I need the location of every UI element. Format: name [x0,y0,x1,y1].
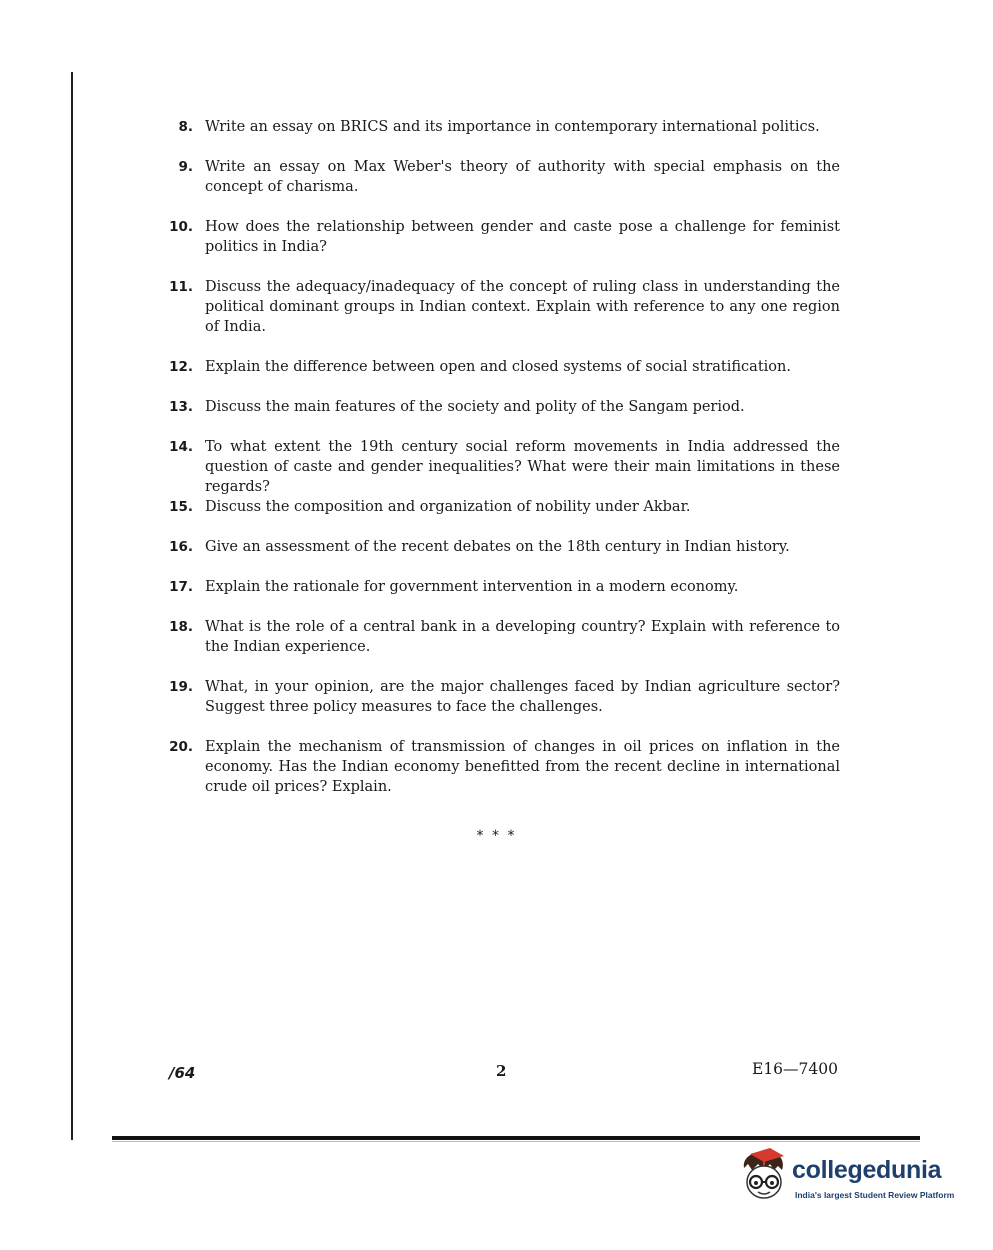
collegedunia-watermark [734,1146,964,1210]
page-number: 2 [496,1062,507,1080]
question-item [164,277,840,337]
question-number: 8. [178,119,193,135]
question-text: Discuss the main features of the society and polity of the Sangam period. [205,399,745,415]
question-number: 11. [169,279,193,295]
question-number: 19. [169,679,193,695]
question-item [164,577,738,597]
question-item [164,497,691,517]
question-text: To what extent the 19th century social reform movements in India addressed the question of caste and gender inequalities? What were their main limitations in these regards? [205,439,840,495]
brand-tagline: India's largest Student Review Platform [795,1190,955,1200]
footer-rule-shadow [112,1141,920,1142]
question-text: Write an essay on BRICS and its importance in contemporary international politics. [205,119,820,135]
question-text: Discuss the adequacy/inadequacy of the concept of ruling class in understanding the political dominant groups in Indian context. Explain with reference to any one region of India. [205,279,840,335]
question-item [164,437,840,497]
question-number: 20. [169,739,193,755]
footer-left-mark: /64 [169,1064,196,1082]
question-item [164,117,820,137]
student-mascot-icon [734,1146,792,1204]
footer-rule [112,1136,920,1140]
brand-name: collegedunia [792,1156,942,1184]
question-number: 17. [169,579,193,595]
question-text: Discuss the composition and organization of nobility under Akbar. [205,499,691,515]
question-text: Explain the mechanism of transmission of changes in oil prices on inflation in the economy. Has the Indian economy benefitted from the recent decline in international crude oil prices? Explain. [205,739,840,795]
question-number: 9. [178,159,193,175]
end-of-questions-marker: * * * [476,828,517,844]
left-margin-rule [71,72,73,1140]
question-number: 18. [169,619,193,635]
question-text: Explain the difference between open and closed systems of social stratification. [205,359,791,375]
question-text: Write an essay on Max Weber's theory of authority with special emphasis on the concept of charisma. [205,159,840,195]
question-item [164,157,840,197]
question-text: What, in your opinion, are the major challenges faced by Indian agriculture sector? Suggest three policy measures to face the challenges. [205,679,840,715]
question-text: How does the relationship between gender and caste pose a challenge for feminist politics in India? [205,219,840,255]
question-text: What is the role of a central bank in a developing country? Explain with reference to the Indian experience. [205,619,840,655]
question-number: 12. [169,359,193,375]
question-number: 14. [169,439,193,455]
paper-code: E16—7400 [752,1060,838,1078]
question-number: 15. [169,499,193,515]
question-item [164,677,840,717]
question-text: Explain the rationale for government intervention in a modern economy. [205,579,739,595]
question-item [164,397,745,417]
question-item [164,537,790,557]
question-number: 13. [169,399,193,415]
question-item [164,357,791,377]
question-item [164,617,840,657]
question-number: 16. [169,539,193,555]
question-text: Give an assessment of the recent debates on the 18th century in Indian history. [205,539,790,555]
question-item [164,217,840,257]
question-number: 10. [169,219,193,235]
question-item [164,737,840,797]
